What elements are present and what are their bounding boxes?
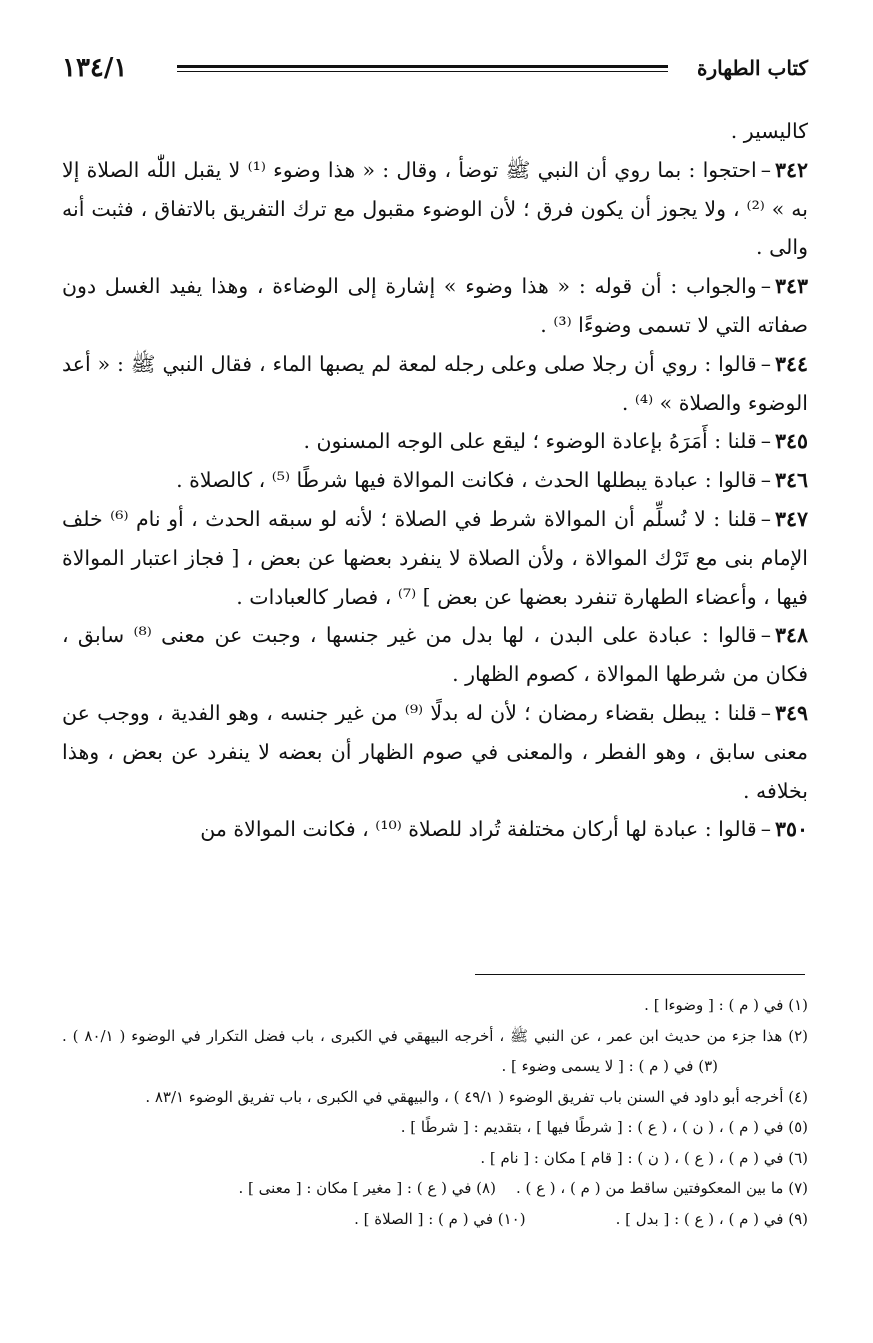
page-number: ١٣٤/١ <box>62 53 128 83</box>
header-rule <box>177 65 668 73</box>
paragraph-text: قالوا : عبادة على البدن ، لها بدل من غير جنسها ، وجبت عن معنى ⁽⁸⁾ سابق ، فكان من شرطها الموالاة ، كصوم الظهار . <box>62 623 808 687</box>
page-header <box>62 50 808 86</box>
paragraph-number: ٣٤٦ <box>774 468 808 493</box>
footnote-2-text: (٢) هذا جزء من حديث ابن عمر ، عن النبي ﷺ ، أخرجه البيهقي في الكبرى ، باب فضل التكرار في الوضوء ( ٨٠/١ ) . <box>62 1026 808 1045</box>
paragraph-348 <box>62 616 808 694</box>
separator-dash: – <box>760 506 771 531</box>
footnote-3-text: (٣) في ( م ) : [ لا يسمى وضوء ] . <box>501 1057 718 1075</box>
paragraph-343 <box>62 267 808 345</box>
main-text <box>62 112 808 849</box>
separator-dash: – <box>760 700 771 725</box>
paragraph-342 <box>62 151 808 267</box>
paragraph-347 <box>62 500 808 616</box>
paragraph-number: ٣٤٣ <box>774 274 808 299</box>
paragraph-text: قالوا : روي أن رجلا صلى وعلى رجله لمعة لم يصبها الماء ، فقال النبي ﷺ : « أعد الوضوء والصلاة » ⁽⁴⁾ . <box>62 351 808 415</box>
footnote-1: (١) في ( م ) : [ وضوءا ] . <box>644 996 808 1014</box>
paragraph-number: ٣٤٥ <box>774 429 808 454</box>
separator-dash: – <box>760 468 771 493</box>
footnote-separator <box>475 974 805 975</box>
header-rule-thick <box>177 65 668 68</box>
paragraph-text: قلنا : أَمَرَهُ بإعادة الوضوء ؛ ليقع على الوجه المسنون . <box>303 429 757 454</box>
paragraph-number: ٣٤٨ <box>774 623 808 648</box>
footnote-7-8 <box>62 1173 808 1204</box>
paragraph-text: قلنا : يبطل بقضاء رمضان ؛ لأن له بدلًا ⁽⁹⁾ من غير جنسه ، وهو الفدية ، ووجب عن معنى سابق ، وهو الفطر ، والمعنى في صوم الظهار أن بعضه لا ينفرد عن بعض ، وهذا بخلافه . <box>62 700 808 803</box>
paragraph-text: قلنا : لا نُسلِّم أن الموالاة شرط في الصلاة ؛ لأنه لو سبقه الحدث ، أو نام ⁽⁶⁾ خلف الإمام بنى مع تَرْك الموالاة ، ولأن الصلاة لا ينفرد بعضها عن بعض ، [ فجاز اعتبار الموالاة فيها ، وأعضاء الطهارة تنفرد بعضها عن بعض ] ⁽⁷⁾ ، فصار كالعبادات . <box>62 506 808 609</box>
paragraph-350 <box>62 810 808 849</box>
header-rule-thin <box>177 71 668 72</box>
footnote-5: (٥) في ( م ) ، ( ن ) ، ( ع ) : [ شرطًا فيها ] ، بتقديم : [ شرطًا ] . <box>400 1118 808 1136</box>
paragraph-number: ٣٤٧ <box>774 506 808 531</box>
separator-dash: – <box>760 623 771 648</box>
footnote-6: (٦) في ( م ) ، ( ع ) ، ( ن ) : [ قام ] مكان : [ نام ] . <box>480 1148 808 1167</box>
paragraph-number: ٣٤٢ <box>774 157 808 182</box>
paragraph-number: ٣٤٤ <box>774 351 808 376</box>
separator-dash: – <box>760 817 771 842</box>
book-title: كتاب الطهارة <box>697 56 808 80</box>
paragraph-346 <box>62 461 808 500</box>
paragraph-text: قالوا : عبادة لها أركان مختلفة تُراد للصلاة ⁽¹⁰⁾ ، فكانت الموالاة من <box>200 817 757 842</box>
paragraph-number: ٣٥٠ <box>774 817 808 842</box>
paragraph-344 <box>62 345 808 423</box>
separator-dash: – <box>760 157 771 182</box>
footnote-4: (٤) أخرجه أبو داود في السنن باب تفريق الوضوء ( ٤٩/١ ) ، والبيهقي في الكبرى ، باب تفريق الوضوء ٨٣/١ . <box>145 1087 808 1106</box>
paragraph-text: قالوا : عبادة يبطلها الحدث ، فكانت الموالاة فيها شرطًا ⁽⁵⁾ ، كالصلاة . <box>176 468 757 493</box>
separator-dash: – <box>760 429 771 454</box>
paragraph-continuation <box>62 112 808 151</box>
footnote-2 <box>62 1021 808 1082</box>
paragraph-349 <box>62 694 808 810</box>
footnote-9-text: (٩) في ( م ) ، ( ع ) : [ بدل ] . <box>615 1209 808 1228</box>
footnote-10-text: (١٠) في ( م ) : [ الصلاة ] . <box>354 1209 526 1228</box>
paragraph-345 <box>62 422 808 461</box>
paragraph-text: والجواب : أن قوله : « هذا وضوء » إشارة إلى الوضاءة ، وهذا يفيد الغسل دون صفاته التي لا تسمى وضوءًا ⁽³⁾ . <box>62 274 808 337</box>
separator-dash: – <box>760 351 771 376</box>
footnotes <box>62 990 808 1234</box>
paragraph-text: كاليسير . <box>730 119 808 143</box>
paragraph-number: ٣٤٩ <box>774 700 808 725</box>
footnote-8-text: (٨) في ( ع ) : [ مغير ] مكان : [ معنى ] . <box>238 1179 496 1197</box>
paragraph-text: احتجوا : بما روي أن النبي ﷺ توضأ ، وقال : « هذا وضوء ⁽¹⁾ لا يقبل اللّٰه الصلاة إلا به » ⁽²⁾ ، ولا يجوز أن يكون فرق ؛ لأن الوضوء مقبول مع ترك التفريق بالاتفاق ، فثبت أنه والى . <box>62 157 809 260</box>
footnote-9-10 <box>62 1204 808 1235</box>
separator-dash: – <box>760 274 771 299</box>
footnote-7-text: (٧) ما بين المعكوفتين ساقط من ( م ) ، ( ع ) . <box>515 1179 808 1197</box>
